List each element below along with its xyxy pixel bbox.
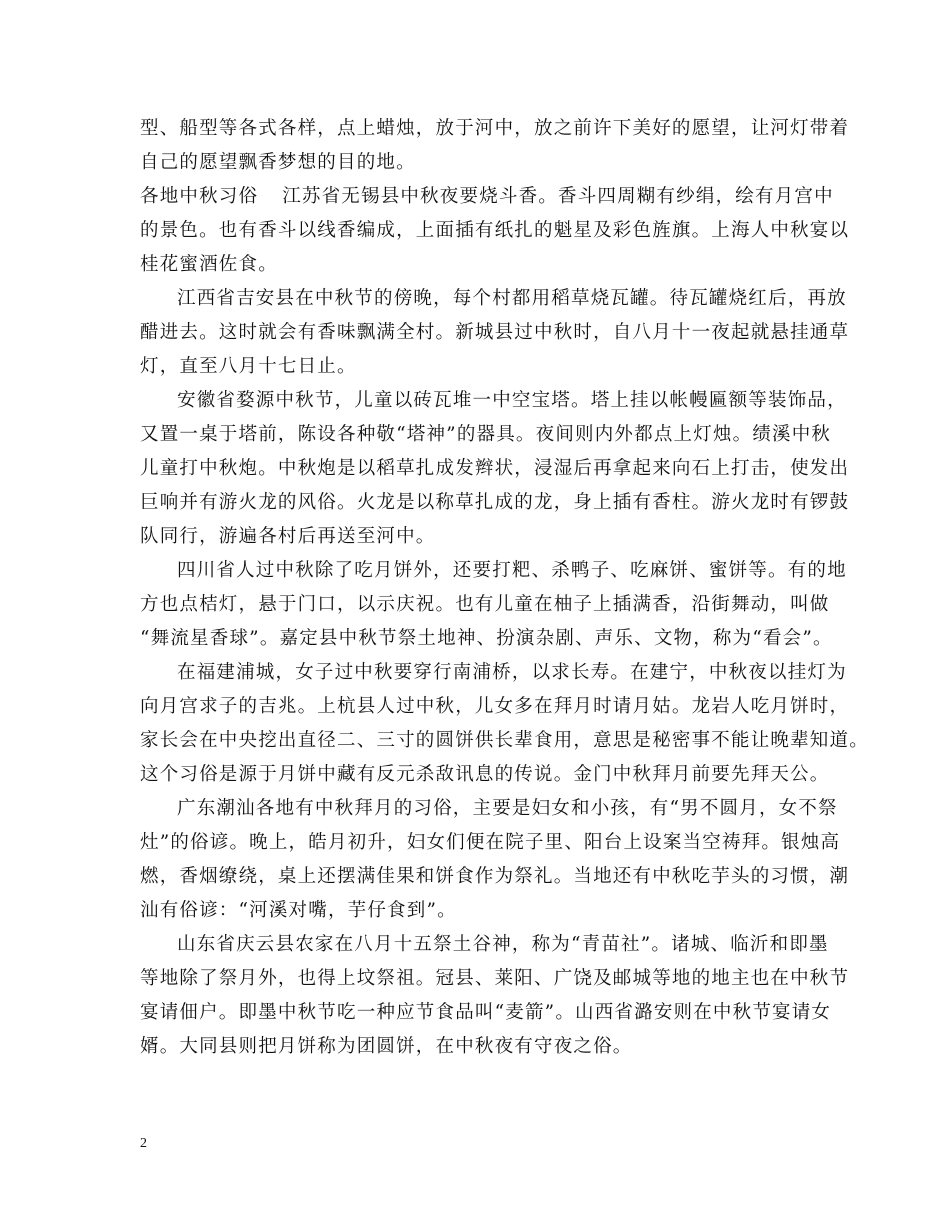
- text-line: 等地除了祭月外，也得上坟祭祖。冠县、莱阳、广饶及邮城等地的地主也在中秋节: [140, 968, 850, 989]
- paragraph: [140, 656, 869, 792]
- text-line: 醋进去。这时就会有香味飘满全村。新城县过中秋时，自八月十一夜起就悬挂通草: [140, 322, 850, 343]
- section-heading: 各地中秋习俗: [140, 186, 259, 207]
- text-line: 四川省人过中秋除了吃月饼外，还要打粑、杀鸭子、吃麻饼、蜜饼等。有的地: [177, 560, 847, 581]
- text-line: 宴请佃户。即墨中秋节吃一种应节食品叫“麦箭”。山西省潞安则在中秋节宴请女: [140, 1002, 832, 1023]
- text-line: 山东省庆云县农家在八月十五祭土谷神，称为“青苗社”。诸城、临沂和即墨: [177, 934, 829, 955]
- paragraph: [140, 384, 850, 554]
- paragraph: [140, 112, 850, 180]
- page-number: 2: [140, 1136, 147, 1151]
- paragraph: [140, 180, 850, 282]
- text-line: 方也点桔灯，悬于门口，以示庆祝。也有儿童在柚子上插满香，沿街舞动，叫做: [140, 594, 830, 615]
- text-line: 自己的愿望飘香梦想的目的地。: [140, 152, 416, 173]
- text-line: 型、船型等各式各样，点上蜡烛，放于河中，放之前许下美好的愿望，让河灯带着: [140, 118, 850, 139]
- paragraph: [140, 282, 850, 384]
- paragraph: [140, 928, 850, 1064]
- text-line: [140, 180, 834, 214]
- text-line: “舞流星香球”。嘉定县中秋节祭土地神、扮演杂剧、声乐、文物，称为“看会”。: [140, 628, 833, 649]
- text-line: 巨响并有游火龙的风俗。火龙是以称草扎成的龙，身上插有香柱。游火龙时有锣鼓: [140, 492, 850, 513]
- text-line: 江西省吉安县在中秋节的傍晚，每个村都用稻草烧瓦罐。待瓦罐烧红后，再放: [177, 288, 847, 309]
- paragraph: [140, 792, 850, 928]
- paragraph: [140, 554, 847, 656]
- text-line: 汕有俗谚：“河溪对嘴，芋仔食到”。: [140, 900, 457, 921]
- text-line: 向月宫求子的吉兆。上杭县人过中秋，儿女多在拜月时请月姑。龙岩人吃月饼时，: [140, 696, 850, 717]
- text-line: 的景色。也有香斗以线香编成，上面插有纸扎的魁星及彩色旌旗。上海人中秋宴以: [140, 220, 850, 241]
- text-line: 灯，直至八月十七日止。: [140, 356, 357, 377]
- text-line: 广东潮汕各地有中秋拜月的习俗，主要是妇女和小孩，有“男不圆月，女不祭: [177, 798, 838, 819]
- text-line: 家长会在中央挖出直径二、三寸的圆饼供长辈食用，意思是秘密事不能让晚辈知道。: [140, 730, 869, 751]
- text-line: 婿。大同县则把月饼称为团圆饼，在中秋夜有守夜之俗。: [140, 1036, 633, 1057]
- text-line-content: 江苏省无锡县中秋夜要烧斗香。香斗四周糊有纱绢，绘有月宫中: [282, 186, 834, 207]
- text-line: 灶”的俗谚。晚上，皓月初升，妇女们便在院子里、阳台上设案当空祷拜。银烛高: [140, 832, 841, 853]
- text-line: 桂花蜜酒佐食。: [140, 254, 278, 275]
- text-line: 安徽省婺源中秋节，儿童以砖瓦堆一中空宝塔。塔上挂以帐幔匾额等装饰品，: [177, 390, 847, 411]
- text-line: 儿童打中秋炮。中秋炮是以稻草扎成发辫状，浸湿后再拿起来向石上打击，使发出: [140, 458, 850, 479]
- text-line: 在福建浦城，女子过中秋要穿行南浦桥，以求长寿。在建宁，中秋夜以挂灯为: [177, 662, 847, 683]
- body-text: [140, 112, 869, 1064]
- text-line: 这个习俗是源于月饼中藏有反元杀敌讯息的传说。金门中秋拜月前要先拜天公。: [140, 764, 830, 785]
- text-line: 燃，香烟缭绕，桌上还摆满佳果和饼食作为祭礼。当地还有中秋吃芋头的习惯，潮: [140, 866, 850, 887]
- text-line: 又置一桌于塔前，陈设各种敬“塔神”的器具。夜间则内外都点上灯烛。绩溪中秋: [140, 424, 832, 445]
- text-line: 队同行，游遍各村后再送至河中。: [140, 526, 436, 547]
